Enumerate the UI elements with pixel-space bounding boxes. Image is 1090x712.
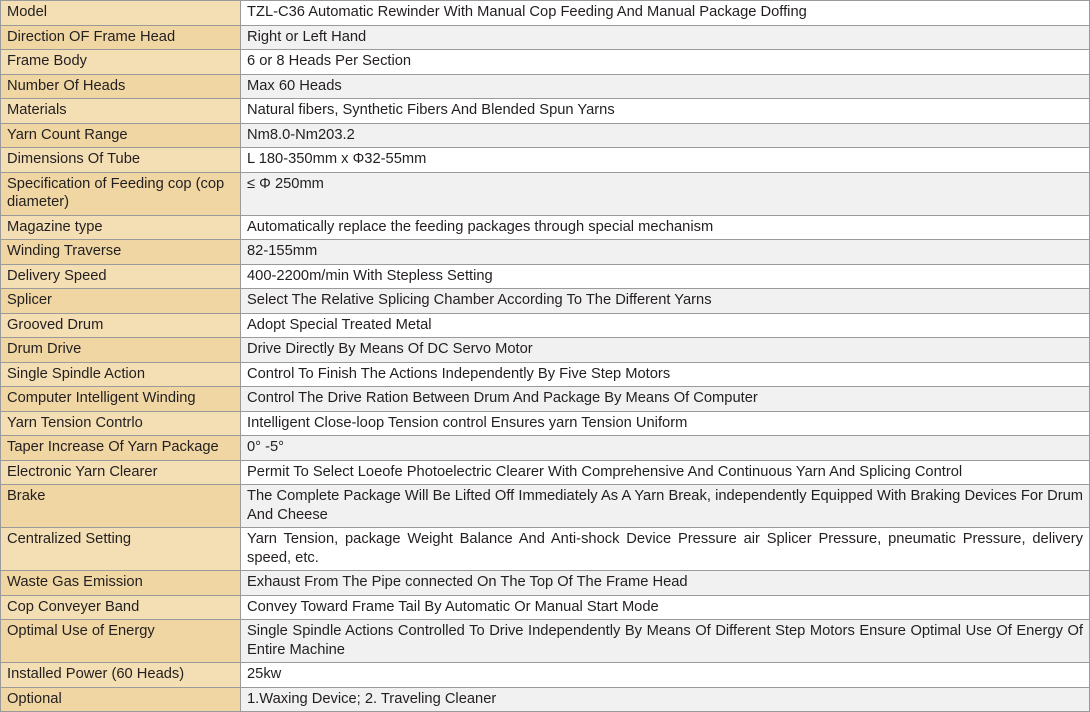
table-row [1,74,1090,99]
table-row [1,264,1090,289]
row-label: Waste Gas Emission [1,571,241,596]
row-value: Drive Directly By Means Of DC Servo Motor [241,338,1090,363]
row-value: Adopt Special Treated Metal [241,313,1090,338]
table-row [1,148,1090,173]
row-label: Materials [1,99,241,124]
row-value: 1.Waxing Device; 2. Traveling Cleaner [241,687,1090,712]
row-label: Optional [1,687,241,712]
table-row [1,313,1090,338]
table-row [1,595,1090,620]
row-value: Permit To Select Loeofe Photoelectric Clearer With Comprehensive And Continuous Yarn And Splicing Control [241,460,1090,485]
table-row [1,123,1090,148]
table-row [1,1,1090,26]
row-label: Frame Body [1,50,241,75]
row-label: Installed Power (60 Heads) [1,663,241,688]
table-row [1,460,1090,485]
row-label: Brake [1,485,241,528]
row-value: ≤ Φ 250mm [241,172,1090,215]
row-label: Cop Conveyer Band [1,595,241,620]
row-value: Control To Finish The Actions Independently By Five Step Motors [241,362,1090,387]
table-row [1,571,1090,596]
row-label: Specification of Feeding cop (cop diameter) [1,172,241,215]
table-row [1,663,1090,688]
row-label: Single Spindle Action [1,362,241,387]
row-label: Yarn Count Range [1,123,241,148]
table-row [1,411,1090,436]
row-value: 400-2200m/min With Stepless Setting [241,264,1090,289]
row-value: Yarn Tension, package Weight Balance And Anti-shock Device Pressure air Splicer Pressure, pneumatic Pressure, delivery speed, etc. [241,528,1090,571]
table-row [1,687,1090,712]
row-value: 0° -5° [241,436,1090,461]
row-value: TZL-C36 Automatic Rewinder With Manual Cop Feeding And Manual Package Doffing [241,1,1090,26]
table-row [1,436,1090,461]
row-label: Taper Increase Of Yarn Package [1,436,241,461]
table-row [1,387,1090,412]
row-label: Yarn Tension Contrlo [1,411,241,436]
row-value: Nm8.0-Nm203.2 [241,123,1090,148]
row-value: Max 60 Heads [241,74,1090,99]
row-value: Intelligent Close-loop Tension control Ensures yarn Tension Uniform [241,411,1090,436]
table-row [1,99,1090,124]
table-row [1,620,1090,663]
row-value: Right or Left Hand [241,25,1090,50]
table-row [1,338,1090,363]
table-row [1,215,1090,240]
row-value: Select The Relative Splicing Chamber According To The Different Yarns [241,289,1090,314]
row-label: Model [1,1,241,26]
row-value: Convey Toward Frame Tail By Automatic Or Manual Start Mode [241,595,1090,620]
row-label: Delivery Speed [1,264,241,289]
row-label: Number Of Heads [1,74,241,99]
row-label: Winding Traverse [1,240,241,265]
table-row [1,25,1090,50]
row-value: L 180-350mm x Φ32-55mm [241,148,1090,173]
row-label: Dimensions Of Tube [1,148,241,173]
row-value: Automatically replace the feeding packages through special mechanism [241,215,1090,240]
row-value: 82-155mm [241,240,1090,265]
table-row [1,362,1090,387]
row-value: Exhaust From The Pipe connected On The Top Of The Frame Head [241,571,1090,596]
row-label: Centralized Setting [1,528,241,571]
table-row [1,240,1090,265]
row-label: Direction OF Frame Head [1,25,241,50]
row-label: Computer Intelligent Winding [1,387,241,412]
row-label: Grooved Drum [1,313,241,338]
table-row [1,50,1090,75]
table-row [1,528,1090,571]
table-row [1,485,1090,528]
row-label: Splicer [1,289,241,314]
row-value: 6 or 8 Heads Per Section [241,50,1090,75]
table-row [1,289,1090,314]
row-value: 25kw [241,663,1090,688]
row-value: Control The Drive Ration Between Drum And Package By Means Of Computer [241,387,1090,412]
row-label: Electronic Yarn Clearer [1,460,241,485]
row-value: The Complete Package Will Be Lifted Off Immediately As A Yarn Break, independently Equipped With Braking Devices For Drum And Cheese [241,485,1090,528]
row-label: Magazine type [1,215,241,240]
row-value: Natural fibers, Synthetic Fibers And Blended Spun Yarns [241,99,1090,124]
row-label: Drum Drive [1,338,241,363]
row-label: Optimal Use of Energy [1,620,241,663]
row-value: Single Spindle Actions Controlled To Drive Independently By Means Of Different Step Motors Ensure Optimal Use Of Energy Of Entire Machine [241,620,1090,663]
table-row [1,172,1090,215]
